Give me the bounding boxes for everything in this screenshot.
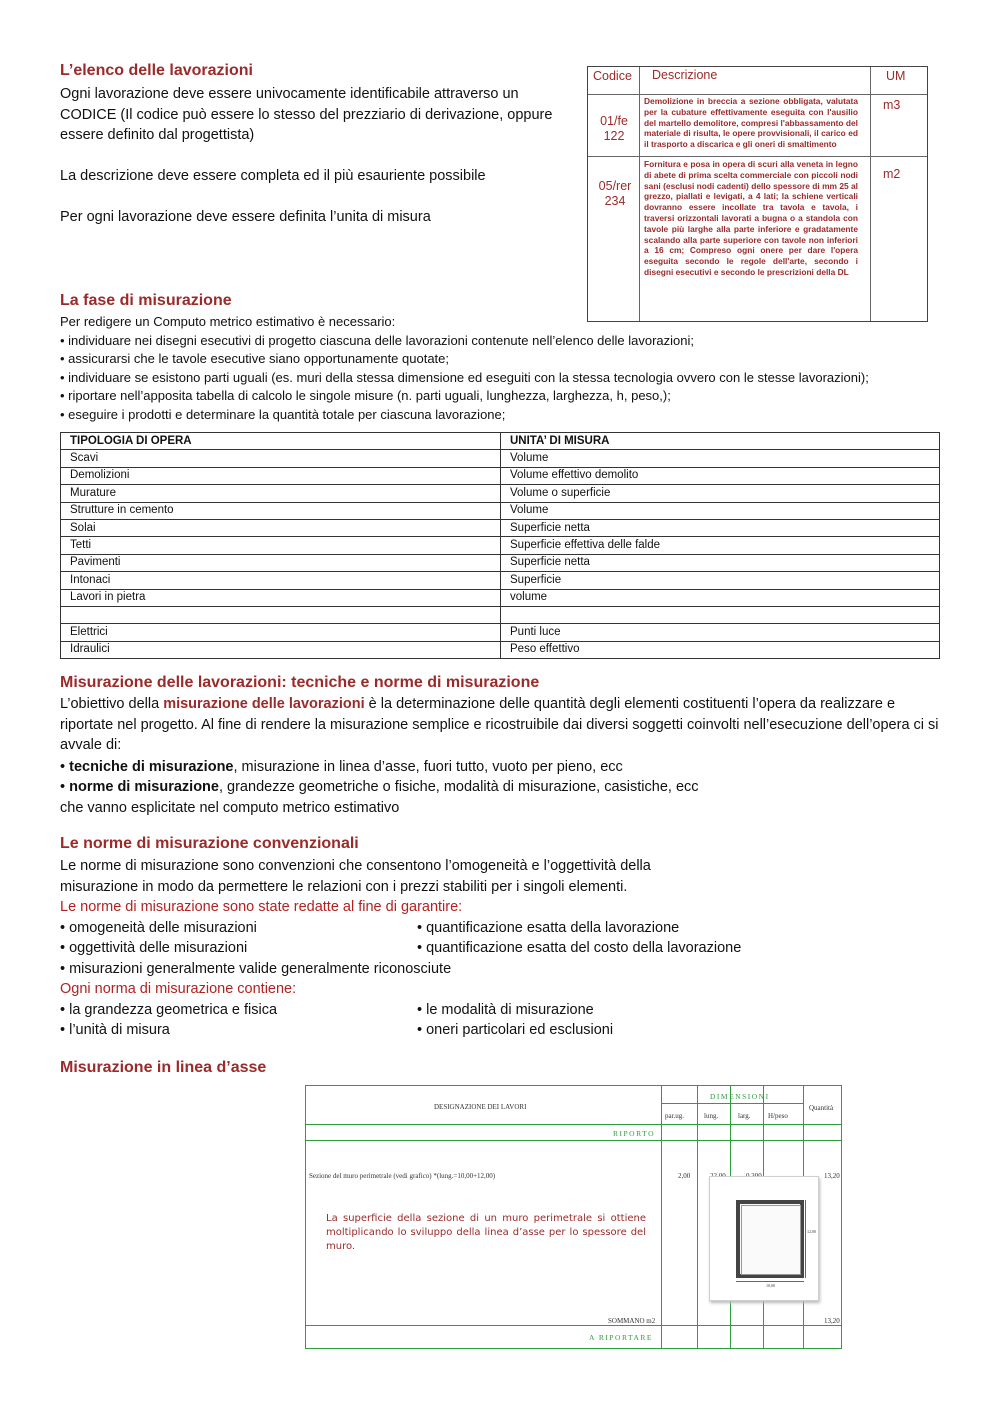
elenco-paragraph-descrizione: La descrizione deve essere completa ed il più esauriente possibile bbox=[60, 168, 486, 184]
drawing-sommano: SOMMANO m2 bbox=[608, 1317, 656, 1325]
norme-bullet: • le modalità di misurazione bbox=[417, 1002, 594, 1018]
listino-um: m2 bbox=[883, 167, 901, 181]
table-row-empty bbox=[61, 606, 940, 623]
drawing-col-head: lung. bbox=[704, 1112, 719, 1120]
table-row: Idraulici Peso effettivo bbox=[61, 641, 940, 658]
drawing-row-value: 2,00 bbox=[678, 1172, 691, 1180]
norme-bullet: • l’unità di misura bbox=[60, 1022, 170, 1038]
listino-header-descrizione: Descrizione bbox=[652, 68, 718, 82]
fase-bullet: • riportare nell’apposita tabella di calcolo le singole misure (n. parti uguali, lunghezza, larghezza, h, peso,); bbox=[60, 388, 671, 403]
fase-bullet: • eseguire i prodotti e determinare la quantità totale per ciascuna lavorazione; bbox=[60, 407, 506, 422]
fase-intro: Per redigere un Computo metrico estimativo è necessario: bbox=[60, 314, 396, 329]
dim-vertical: 12,00 bbox=[807, 1229, 816, 1234]
listino-header-codice: Codice bbox=[593, 69, 632, 83]
norme-bullet: • omogeneità delle misurazioni bbox=[60, 920, 257, 936]
table-row: Scavi Volume bbox=[61, 450, 940, 467]
listino-example-table bbox=[587, 66, 928, 322]
elenco-paragraph-unita: Per ogni lavorazione deve essere definita l’unita di misura bbox=[60, 209, 431, 225]
drawing-col-head: par.ug. bbox=[665, 1112, 685, 1120]
drawing-a-riportare: A RIPORTARE bbox=[589, 1333, 653, 1342]
fase-bullet: • individuare se esistono parti uguali (es. muri della stessa dimensione ed eseguiti con la stessa tecnologia ovvero con le stesse lavorazioni); bbox=[60, 370, 869, 385]
listino-code: 01/fe 122 bbox=[600, 114, 628, 143]
drawing-row-text: Sezione del muro perimetrale (vedi grafico) *(lung.=10,00+12,00) bbox=[309, 1172, 496, 1180]
table-row: Lavori in pietra volume bbox=[61, 589, 940, 606]
listino-description: Demolizione in breccia a sezione obbligata, valutata per la cubature effettivamente eseguita con l'ausilio del martello demolitore, compresi l'abbassamento del materiale di risulta, le opere provvisionali, il carico ed il trasporto a discarica e gli oneri di smaltimento bbox=[644, 96, 858, 150]
norme-bullet: • quantificazione esatta del costo della lavorazione bbox=[417, 940, 742, 956]
drawing-riporto: RIPORTO bbox=[613, 1129, 656, 1138]
misurazione-bullet-norme: • norme di misurazione, grandezze geometriche o fisiche, modalità di misurazione, casistiche, ecc bbox=[60, 779, 699, 795]
norme-bullet: • la grandezza geometrica e fisica bbox=[60, 1002, 278, 1018]
table-row: Murature Volume o superficie bbox=[61, 485, 940, 502]
drawing-quantita: Quantità bbox=[809, 1104, 834, 1112]
norme-red-line: Ogni norma di misurazione contiene: bbox=[60, 981, 297, 997]
table-row: Tetti Superficie effettiva delle falde bbox=[61, 537, 940, 554]
section-title-norme: Le norme di misurazione convenzionali bbox=[60, 835, 359, 852]
computo-drawing bbox=[305, 1085, 842, 1349]
table-header: UNITA’ DI MISURA bbox=[501, 433, 940, 450]
norme-line: misurazione in modo da permettere le relazioni con i prezzi stabiliti per i singoli elementi. bbox=[60, 879, 628, 895]
dim-horizontal: 10,00 bbox=[766, 1283, 775, 1288]
listino-um: m3 bbox=[883, 98, 901, 112]
section-title-linea-asse: Misurazione in linea d’asse bbox=[60, 1059, 267, 1076]
table-row: Elettrici Punti luce bbox=[61, 624, 940, 641]
table-row: Demolizioni Volume effettivo demolito bbox=[61, 467, 940, 484]
table-row: Solai Superficie netta bbox=[61, 519, 940, 536]
drawing-row-value: 13,20 bbox=[824, 1172, 840, 1180]
norme-bullet: • quantificazione esatta della lavorazione bbox=[417, 920, 680, 936]
misurazione-closing: che vanno esplicitate nel computo metrico estimativo bbox=[60, 800, 400, 816]
drawing-designazione: DESIGNAZIONE DEI LAVORI bbox=[434, 1103, 527, 1111]
drawing-sommano-value: 13,20 bbox=[824, 1317, 840, 1325]
listino-code: 05/rer 234 bbox=[598, 179, 632, 208]
table-header: TIPOLOGIA DI OPERA bbox=[61, 433, 501, 450]
drawing-note: La superficie della sezione di un muro perimetrale si ottiene moltiplicando lo sviluppo della linea d’asse per lo spessore del muro. bbox=[326, 1213, 646, 1252]
section-title-misurazione: Misurazione delle lavorazioni: tecniche e norme di misurazione bbox=[60, 674, 540, 691]
norme-bullet: • oggettività delle misurazioni bbox=[60, 940, 248, 956]
tipologia-table bbox=[60, 432, 940, 659]
elenco-paragraph-codice: Ogni lavorazione deve essere univocamente identificabile attraverso un CODICE (Il codice può essere lo stesso del prezziario di derivazione, oppure essere definito dal progettista) bbox=[60, 86, 553, 143]
fase-bullet: • individuare nei disegni esecutivi di progetto ciascuna delle lavorazioni contenute nell’elenco delle lavorazioni; bbox=[60, 333, 694, 348]
section-title-fase: La fase di misurazione bbox=[60, 292, 232, 309]
fase-bullet: • assicurarsi che le tavole esecutive siano opportunamente quotate; bbox=[60, 351, 450, 366]
wall-section-sketch bbox=[709, 1176, 819, 1301]
listino-header-um: UM bbox=[886, 69, 906, 83]
norme-bullet: • misurazioni generalmente valide generalmente riconosciute bbox=[60, 961, 452, 977]
norme-red-line: Le norme di misurazione sono state redatte al fine di garantire: bbox=[60, 899, 463, 915]
misurazione-paragraph: L’obiettivo della misurazione delle lavorazioni è la determinazione delle quantità degli elementi costituenti l’opera da realizzare e riportate nel progetto. Al fine di rendere la misurazione semplice e ricostruibile dai diversi soggetti coinvolti nell’esecuzione dell’opera ci si avvale di: bbox=[60, 696, 939, 753]
listino-description: Fornitura e posa in opera di scuri alla veneta in legno di abete di prima scelta commerciale con piccoli nodi sani (esclusi nodi cadenti) dello spessore di mm 25 al grezzo, piallati e levigati, a 4 lati; la schiene verticali dovranno essere incollate tra tavola e tavola, i traversi orizzontali lavorati a bugna o a standola con tavole più larghe alla parte inferiore e gradatamente scalando alla parte superiore con tavole non inferiori a 16 cm; Compreso ogni onere per dare l'opera eseguita secondo le regole dell'arte, secondo i disegni esecutivi e secondo le prescrizioni della DL bbox=[644, 159, 858, 277]
drawing-dimensioni: DIMENSIONI bbox=[710, 1092, 770, 1101]
norme-line: Le norme di misurazione sono convenzioni che consentono l’omogeneità e l’oggettività della bbox=[60, 858, 651, 874]
section-title-elenco: L’elenco delle lavorazioni bbox=[60, 62, 253, 79]
table-row: Strutture in cemento Volume bbox=[61, 502, 940, 519]
table-row: Intonaci Superficie bbox=[61, 572, 940, 589]
misurazione-bullet-tecniche: • tecniche di misurazione, misurazione in linea d’asse, fuori tutto, vuoto per pieno, ecc bbox=[60, 759, 623, 775]
drawing-col-head: larg. bbox=[738, 1112, 751, 1120]
table-row: Pavimenti Superficie netta bbox=[61, 554, 940, 571]
drawing-col-head: H/peso bbox=[768, 1112, 788, 1120]
norme-bullet: • oneri particolari ed esclusioni bbox=[417, 1022, 614, 1038]
